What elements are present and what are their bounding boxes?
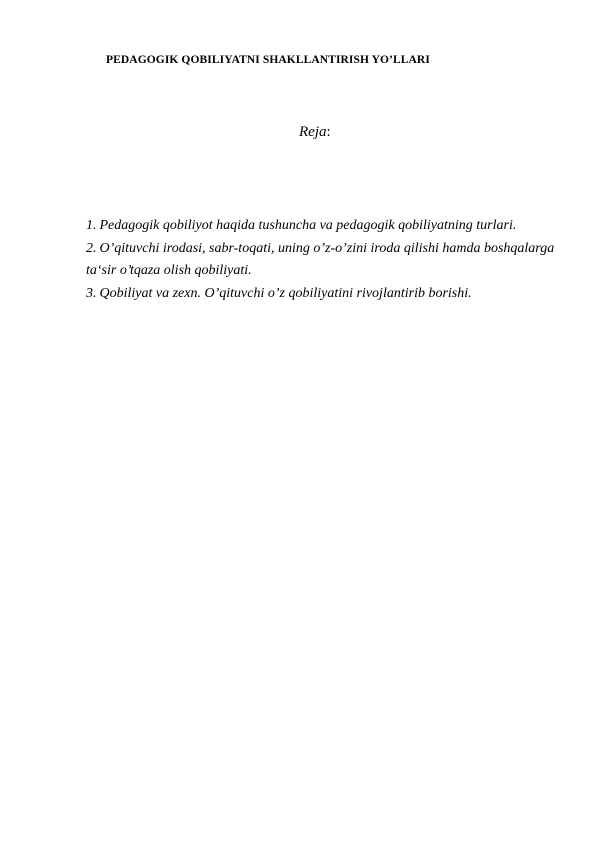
plan-label: Reja bbox=[299, 124, 327, 140]
plan-label-colon: : bbox=[326, 124, 331, 140]
plan-item-text: Pedagogik qobiliyot haqida tushuncha va pedagogik qobiliyatning turlari. bbox=[99, 218, 517, 233]
plan-item-number: 1. bbox=[86, 218, 97, 233]
document-title bbox=[0, 54, 596, 66]
plan-item-number: 3. bbox=[86, 285, 97, 301]
plan-item bbox=[86, 215, 556, 238]
document-title-text: PEDAGOGIK QOBILIYATNI SHAKLLANTIRISH YO’LLARI bbox=[106, 54, 430, 66]
plan-item-number: 2. bbox=[86, 240, 97, 256]
plan-item-text: O’qituvchi irodasi, sabr-toqati, uning o’z-o’zini iroda qilishi hamda boshqalarga ta‘sir o’tqaza olish qobiliyati. bbox=[86, 240, 555, 278]
plan-item bbox=[86, 283, 556, 306]
plan-heading-wrap bbox=[299, 124, 596, 141]
plan-heading bbox=[0, 124, 596, 141]
plan-list bbox=[86, 215, 556, 305]
plan-item-text: Qobiliyat va zexn. O’qituvchi o’z qobiliyatini rivojlantirib borishi. bbox=[99, 285, 472, 301]
plan-item bbox=[86, 238, 556, 283]
